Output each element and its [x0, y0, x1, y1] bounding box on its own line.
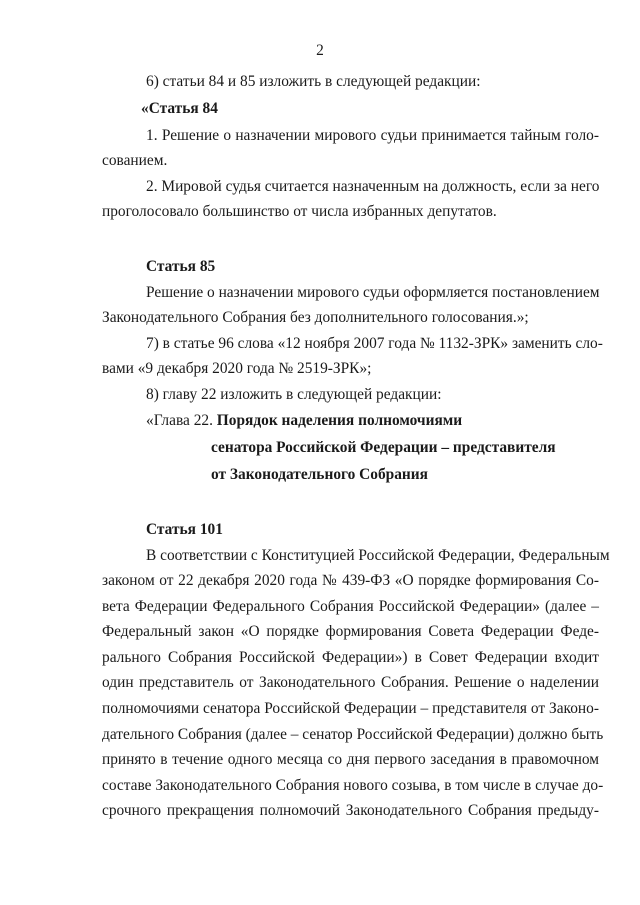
paragraph-line: сованием. — [102, 152, 168, 169]
paragraph-line: вета Федерации Федерального Собрания Российской Федерации» (далее – — [102, 598, 599, 615]
paragraph-line: полномочиями сенатора Российской Федерации – представителя от Законо- — [102, 700, 599, 717]
paragraph-line: В соответствии с Конституцией Российской Федерации, Федеральным — [146, 547, 610, 564]
paragraph-line: принято в течение одного месяца со дня первого заседания в правомочном — [102, 751, 599, 768]
paragraph-line: 2. Мировой судья считается назначенным на должность, если за него — [146, 178, 600, 195]
chapter-title-line: сенатора Российской Федерации – представителя — [211, 439, 556, 456]
chapter-prefix: «Глава 22. — [146, 412, 217, 429]
paragraph-line: Федеральный закон «О порядке формирования Совета Федерации Феде- — [102, 623, 599, 640]
chapter-heading — [146, 411, 462, 431]
paragraph-line: 7) в статье 96 слова «12 ноября 2007 года № 1132-ЗРК» заменить сло- — [146, 335, 603, 352]
article-heading-101: Статья 101 — [146, 521, 223, 538]
article-heading-84: «Статья 84 — [141, 100, 218, 117]
paragraph-line: 6) статьи 84 и 85 изложить в следующей редакции: — [146, 73, 481, 90]
page-number: 2 — [316, 42, 324, 59]
paragraph-line: один представитель от Законодательного Собрания. Решение о наделении — [102, 674, 599, 691]
paragraph-line: составе Законодательного Собрания нового созыва, в том числе в случае до- — [102, 777, 604, 794]
paragraph-line: рального Собрания Российской Федерации») в Совет Федерации входит — [102, 649, 599, 666]
paragraph-line: 8) главу 22 изложить в следующей редакции: — [146, 386, 442, 403]
paragraph-line: Законодательного Собрания без дополнительного голосования.»; — [102, 309, 529, 326]
paragraph-line: Решение о назначении мирового судьи оформляется постановлением — [146, 284, 600, 301]
paragraph-line: 1. Решение о назначении мирового судьи принимается тайным голо- — [146, 127, 599, 144]
paragraph-line: проголосовало большинство от числа избранных депутатов. — [102, 203, 497, 220]
paragraph-line: законом от 22 декабря 2020 года № 439-ФЗ «О порядке формирования Со- — [102, 572, 599, 589]
paragraph-line: дательного Собрания (далее – сенатор Российской Федерации) должно быть — [102, 726, 604, 743]
paragraph-line: вами «9 декабря 2020 года № 2519-ЗРК»; — [102, 360, 372, 377]
article-heading-85: Статья 85 — [146, 258, 216, 275]
chapter-title: Порядок наделения полномочиями — [216, 412, 463, 429]
chapter-title-line: от Законодательного Собрания — [211, 466, 428, 483]
paragraph-line: срочного прекращения полномочий Законодательного Собрания предыду- — [102, 802, 599, 819]
